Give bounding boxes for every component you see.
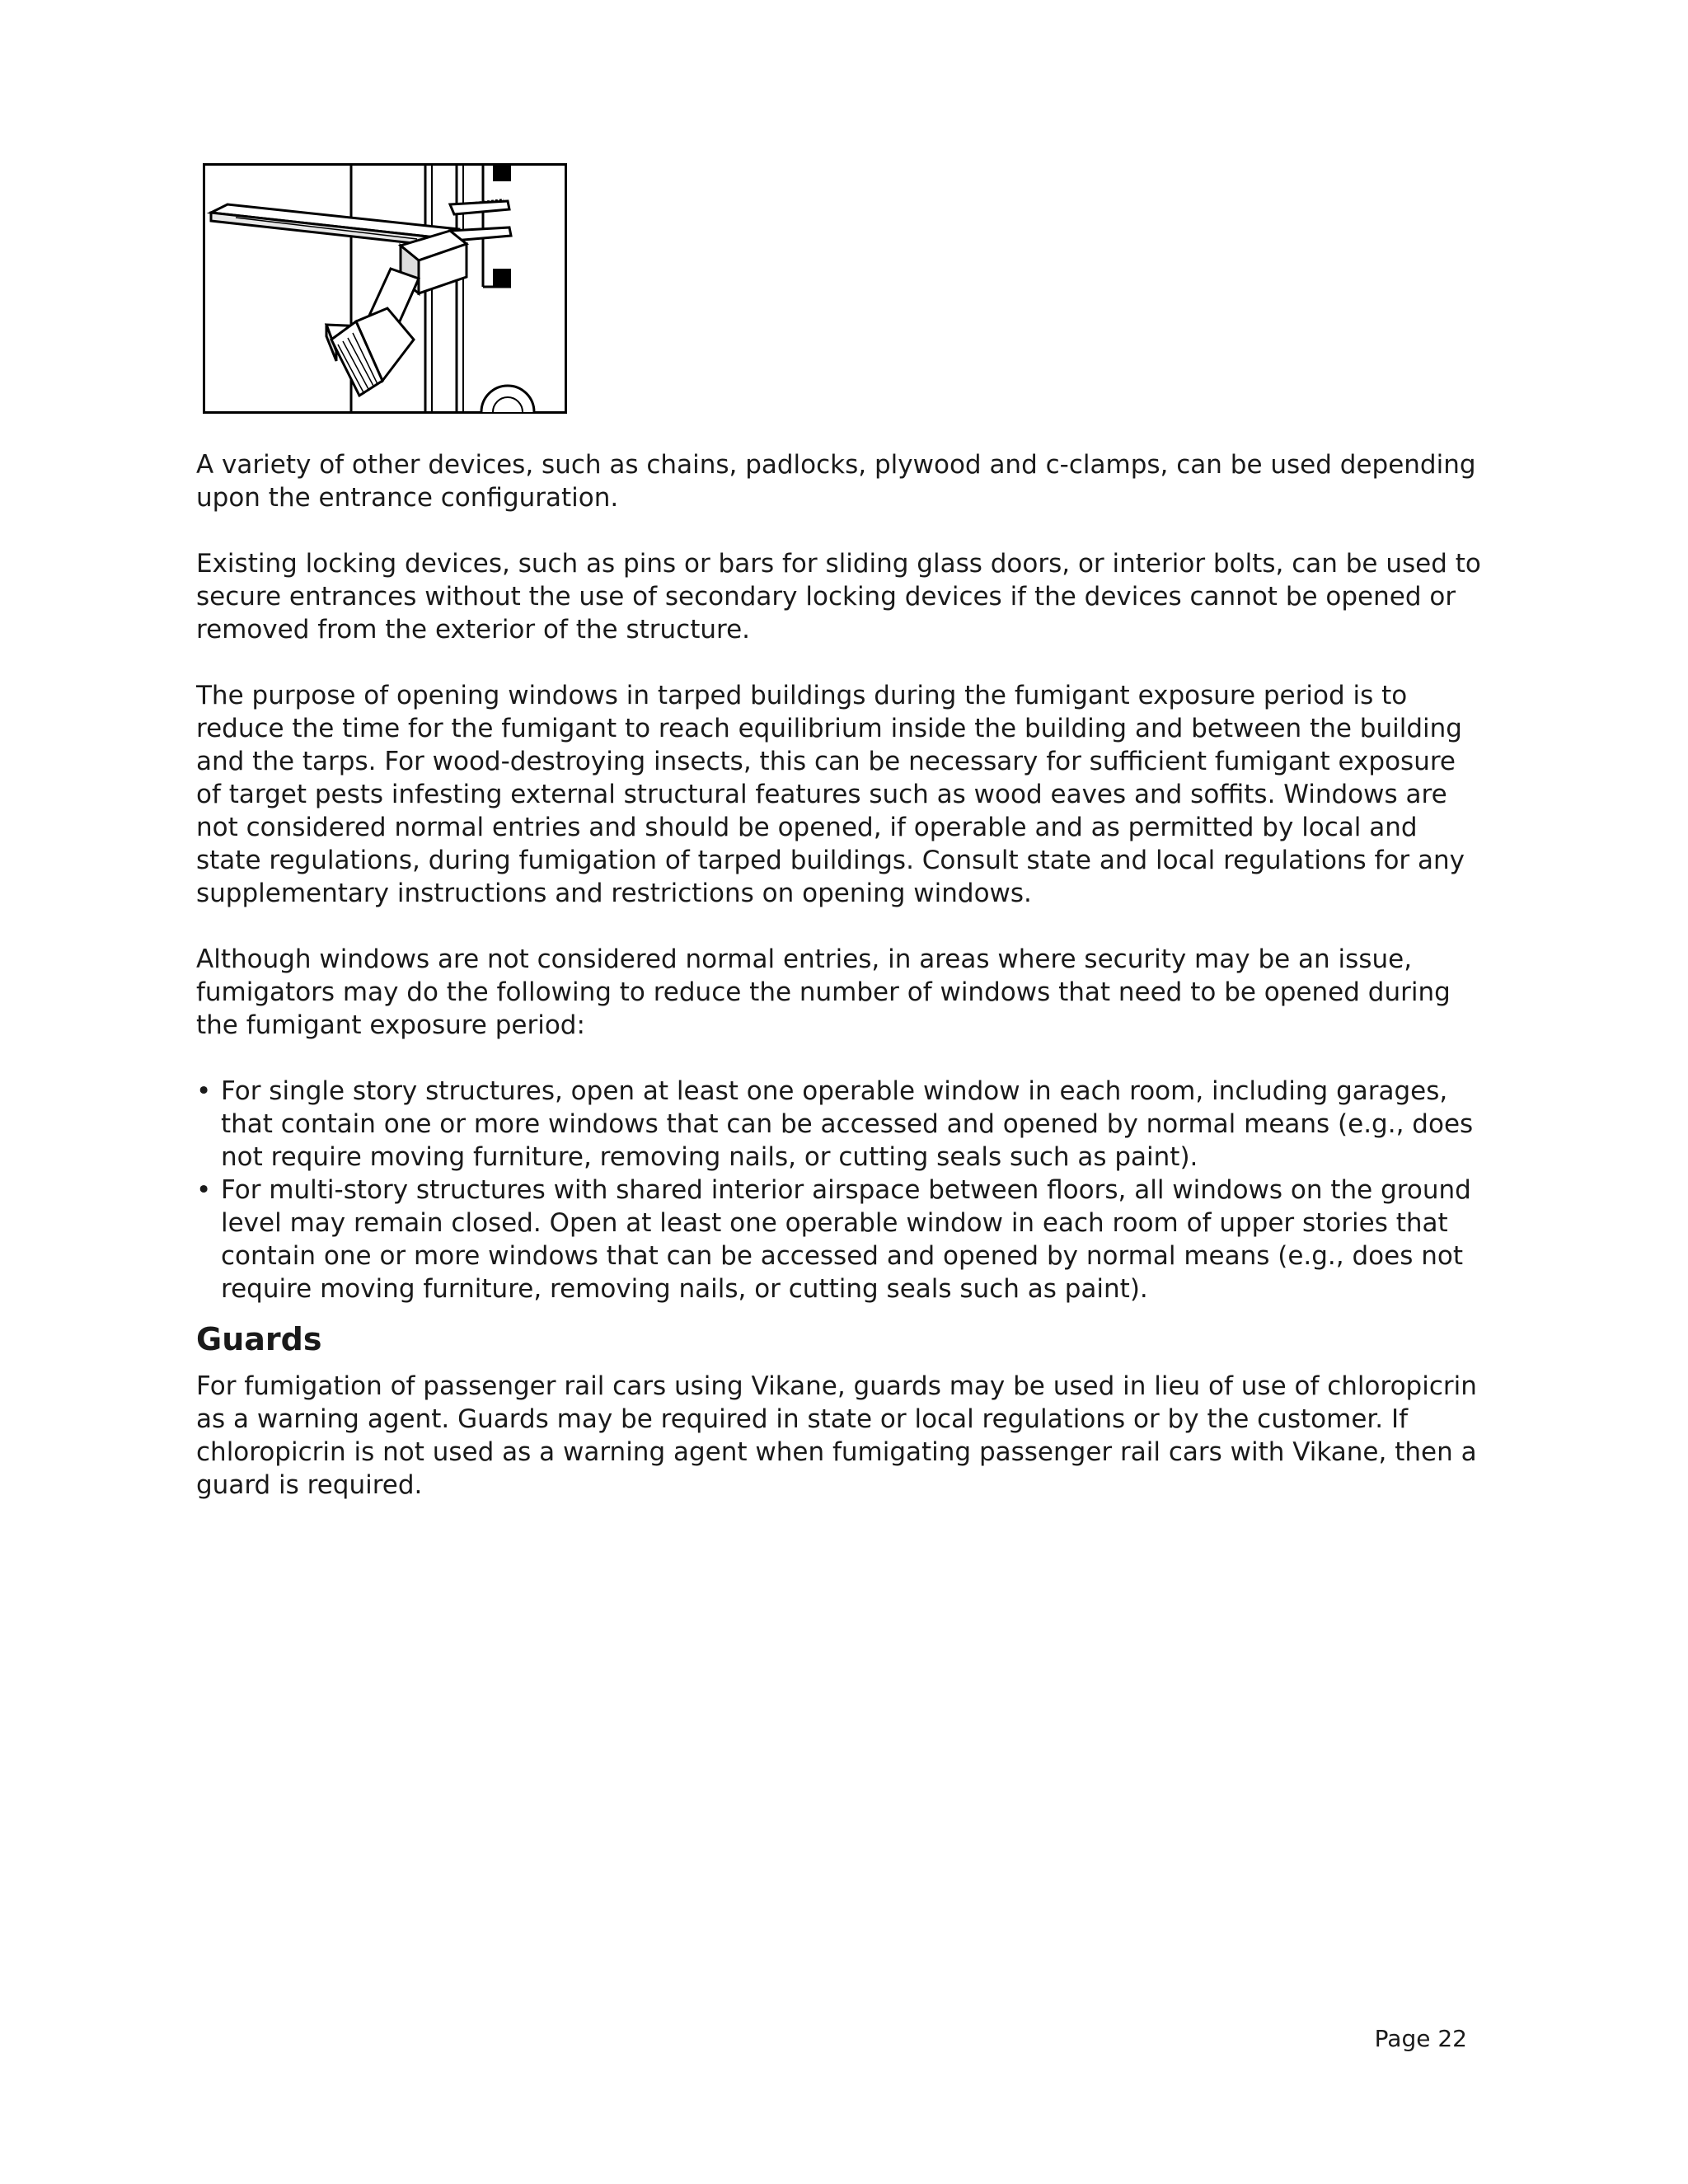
list-item-text: For multi-story structures with shared interior airspace between floors, all windows on the ground level may remain closed. Open at least one operable window in each room of upper stories that contain one or more windows that can be accessed and opened by normal means (e.g., does not require moving furniture, removing nails, or cutting seals such as paint). <box>221 1175 1471 1304</box>
paragraph-windows-security: Although windows are not considered normal entries, in areas where security may be an issue, fumigators may do the following to reduce the number of windows that need to be opened during the fumigant exposure period: <box>196 944 1451 1040</box>
paragraph-guards: For fumigation of passenger rail cars using Vikane, guards may be used in lieu of use of chloropicrin as a warning agent. Guards may be required in state or local regulations or by the customer. If chloropicrin is not used as a warning agent when fumigating passenger rail cars with Vikane, then a guard is required. <box>196 1371 1477 1500</box>
main-content <box>196 448 1482 1535</box>
page-number: Page 22 <box>1374 2025 1467 2052</box>
bullet-icon: • <box>196 1076 212 1106</box>
bullet-icon: • <box>196 1175 212 1205</box>
door-lock-bar-illustration <box>203 163 567 414</box>
list-item <box>196 1075 1482 1174</box>
window-guidance-list <box>196 1075 1482 1305</box>
list-item <box>196 1174 1482 1305</box>
list-item-text: For single story structures, open at least one operable window in each room, including garages, that contain one or more windows that can be accessed and opened by normal means (e.g., does not require moving furniture, removing nails, or cutting seals such as paint). <box>221 1076 1474 1172</box>
door-locking-bar-with-padlock-icon <box>203 163 567 414</box>
guards-heading: Guards <box>196 1321 322 1357</box>
paragraph-other-devices: A variety of other devices, such as chains, padlocks, plywood and c-clamps, can be used depending upon the entrance configuration. <box>196 450 1476 513</box>
paragraph-existing-locking-devices: Existing locking devices, such as pins or bars for sliding glass doors, or interior bolts, can be used to secure entrances without the use of secondary locking devices if the devices cannot be opened or removed from the exterior of the structure. <box>196 549 1481 644</box>
paragraph-opening-windows-purpose: The purpose of opening windows in tarped buildings during the fumigant exposure period is to reduce the time for the fumigant to reach equilibrium inside the building and between the building and the tarps. For wood-destroying insects, this can be necessary for sufficient fumigant exposure of target pests infesting external structural features such as wood eaves and soffits. Windows are not considered normal entries and should be opened, if operable and as permitted by local and state regulations, during fumigation of tarped buildings. Consult state and local regulations for any supplementary instructions and restrictions on opening windows. <box>196 681 1465 908</box>
